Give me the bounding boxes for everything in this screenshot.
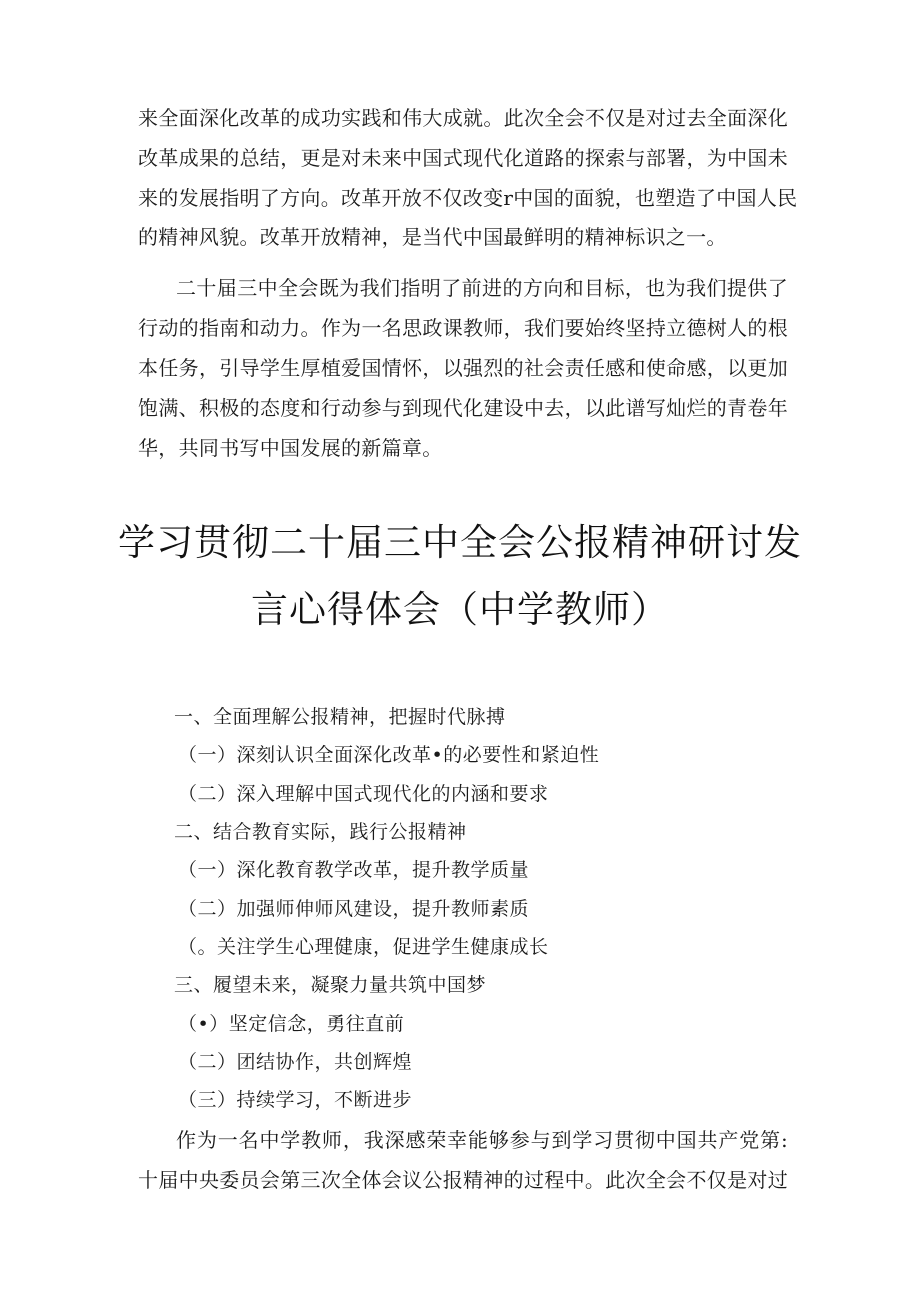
outline-subheading: （三）持续学习，不断进步 [178, 1089, 413, 1111]
paragraph-line: 十届中央委员会第三次全体会议公报精神的过程中。此次全会不仅是对过 [138, 1168, 788, 1192]
paragraph-line: 二十届三中全会既为我们指明了前进的方向和目标，也为我们提供了 [176, 276, 788, 300]
outline-subheading: （二）深入理解中国式现代化的内涵和要求 [178, 783, 549, 805]
title-line: 学习贯彻二十届三中全会公报精神研讨发 [118, 521, 802, 564]
outline-subheading: （。关注学生心理健康，促进学生健康成长 [178, 936, 549, 958]
paragraph-line: 作为一名中学教师，我深感荣幸能够参与到学习贯彻中国共产党第: [176, 1128, 788, 1152]
outline-heading: 三、履望未来，凝聚力量共筑中国梦 [174, 974, 487, 996]
outline-subheading: （一）深化教育教学改革，提升教学质量 [178, 859, 530, 881]
paragraph-line: 来全面深化改革的成功实践和伟大成就。此次全会不仅是对过去全面深化 [138, 106, 788, 130]
paragraph-line: 改革成果的总结，更是对未来中国式现代化道路的探索与部署，为中国未 [138, 146, 788, 170]
paragraph-line: 来的发展指明了方向。改革开放不仅改变r中国的面貌，也塑造了中国人民 [138, 186, 798, 210]
outline-heading: 二、结合教育实际，践行公报精神 [174, 821, 467, 843]
paragraph-line: 饱满、积极的态度和行动参与到现代化建设中去，以此谱写灿烂的青卷年 [138, 396, 788, 420]
outline-heading: 一、全面理解公报精神，把握时代脉搏 [174, 706, 506, 728]
outline-subheading: （二）团结协作，共创辉煌 [178, 1051, 413, 1073]
outline-subheading: （二）加强师伸师风建设，提升教师素质 [178, 898, 530, 920]
title-line: 言心得体会（中学教师） [251, 588, 669, 631]
paragraph-line: 本任务，引导学生厚植爱国情怀，以强烈的社会责任感和使命感，以更加 [138, 356, 788, 380]
outline-subheading: （•）坚定信念，勇往直前 [178, 1013, 405, 1035]
paragraph-line: 的精神风貌。改革开放精神，是当代中国最鲜明的精神标识之一。 [138, 225, 727, 249]
paragraph-line: 行动的指南和动力。作为一名思政课教师，我们要始终坚持立德树人的根 [138, 316, 788, 340]
outline-subheading: （一）深刻认识全面深化改革•的必要性和紧迫性 [178, 744, 600, 766]
paragraph-line: 华，共同书写中国发展的新篇章。 [138, 436, 443, 460]
